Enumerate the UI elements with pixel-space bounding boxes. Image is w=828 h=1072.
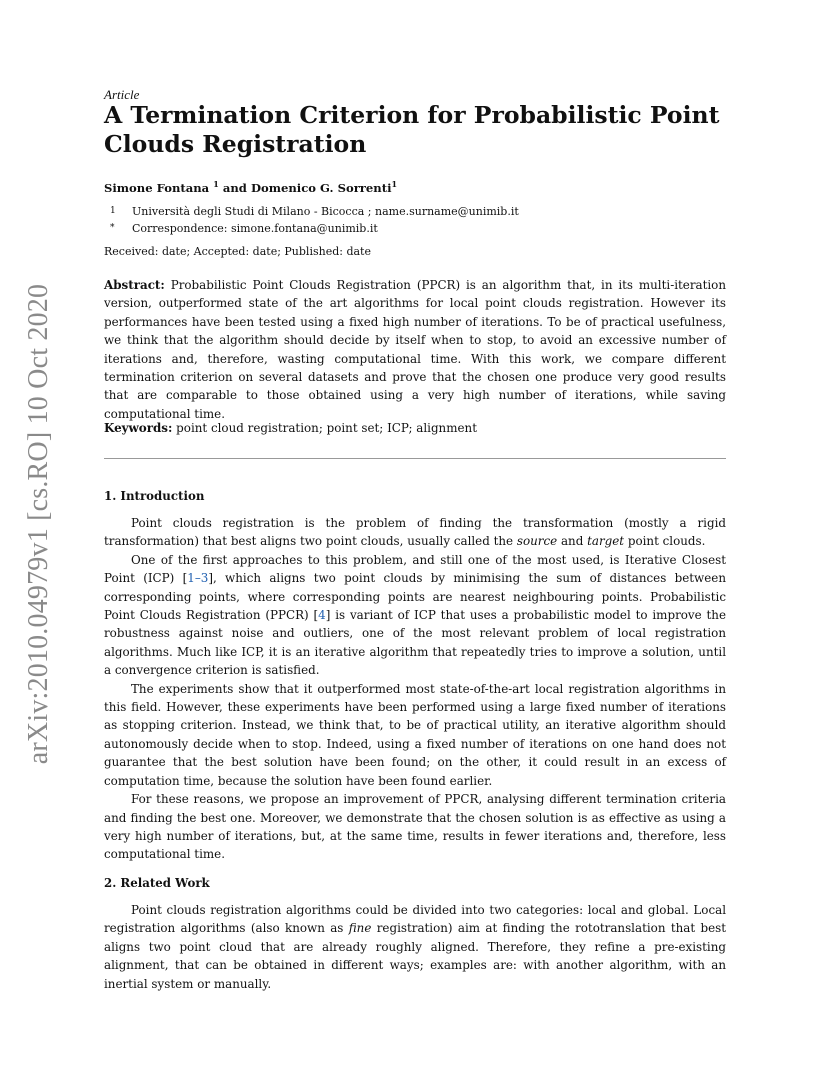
author-2-name: Domenico G. Sorrenti bbox=[250, 180, 392, 195]
text-run: One of the first approaches to this problem, and still one of the most used, is Iterative Closest Point (ICP) [ bbox=[104, 552, 726, 586]
text-run: point clouds. bbox=[624, 534, 706, 549]
affiliation-text: Università degli Studi di Milano - Bicocca ; name.surname@unimib.it bbox=[132, 205, 519, 218]
related-paragraph-1 bbox=[104, 901, 726, 993]
text-run: ], which aligns two point clouds by minimising the sum of distances between corresponding points, where corresponding points are nearest neighbouring points. Probabilistic Point Clouds Registration (PPCR) [ bbox=[104, 571, 726, 623]
affiliations-block bbox=[104, 203, 519, 237]
introduction-body bbox=[104, 514, 726, 864]
correspondence-mark: * bbox=[110, 223, 115, 233]
paper-title: A Termination Criterion for Probabilistic Point Clouds Registration bbox=[104, 101, 720, 158]
related-work-body bbox=[104, 901, 726, 993]
arxiv-identifier: arXiv:2010.04979v1 [cs.RO] 10 Oct 2020 bbox=[23, 283, 54, 764]
correspondence-text: Correspondence: simone.fontana@unimib.it bbox=[132, 222, 378, 235]
intro-paragraph-3: The experiments show that it outperformed most state-of-the-art local registration algorithms in this field. However, these experiments have been performed using a large fixed number of iterations as stopping criterion. Instead, we think that, to be of practical utility, an iterative algorithm should autonomously decide when to stop. Indeed, using a fixed number of iterations on one hand does not guarantee that the best solution have been found; on the other, it could result in an excess of computation time, because the solution have been found earlier. bbox=[104, 681, 726, 788]
keywords-label: Keywords: bbox=[104, 421, 173, 435]
abstract-label: Abstract: bbox=[104, 278, 165, 292]
section-heading-related-work: 2. Related Work bbox=[104, 876, 210, 890]
affiliation-line bbox=[104, 203, 519, 220]
text-run: ] is variant of ICP that uses a probabilistic model to improve the robustness against noise and outliers, one of the most relevant problem of local registration algorithms. Much like ICP, it is an iterative algorithm that repeatedly tries to improve a solution, until a convergence criterion is satisfied. bbox=[104, 608, 726, 678]
author-1-name: Simone Fontana bbox=[104, 180, 210, 195]
author-2-affil-mark: 1 bbox=[391, 179, 398, 189]
correspondence-line bbox=[104, 220, 519, 237]
affiliation-mark: 1 bbox=[110, 206, 116, 216]
author-conjunction: and bbox=[218, 180, 251, 195]
citation-link-1-3[interactable]: 1–3 bbox=[187, 571, 209, 586]
text-run: registration) aim at finding the rototranslation that best aligns two point cloud that are already roughly aligned. Therefore, they refine a pre-existing alignment, that can be obtained in different ways; examples are: with another algorithm, with an inertial system or manually. bbox=[104, 921, 727, 991]
keywords-text: point cloud registration; point set; ICP; alignment bbox=[176, 421, 477, 435]
author-1-affil-mark: 1 bbox=[213, 179, 219, 189]
text-run: Point clouds registration is the problem of finding the transformation (mostly a rigid transformation) that best aligns two point clouds, usually called the bbox=[104, 516, 726, 549]
arxiv-sidebar-stamp bbox=[20, 283, 58, 764]
header-divider bbox=[104, 458, 726, 459]
abstract-text: Probabilistic Point Clouds Registration (PPCR) is an algorithm that, in its multi-iteration version, outperformed state of the art algorithms for local point clouds registration. However its performances have been tested using a fixed high number of iterations. To be of practical usefulness, we think that the algorithm should decide by itself when to stop, to avoid an excessive number of iterations and, therefore, wasting computational time. With this work, we compare different termination criterion on several datasets and prove that the chosen one produce very good results that are comparable to those obtained using a very high number of iterations, while saving computational time. bbox=[104, 278, 727, 421]
author-line bbox=[104, 179, 397, 195]
text-run: Point clouds registration algorithms could be divided into two categories: local and global. Local registration algorithms (also known as bbox=[104, 903, 726, 936]
section-heading-introduction: 1. Introduction bbox=[104, 489, 205, 503]
abstract bbox=[104, 276, 726, 423]
citation-link-4[interactable]: 4 bbox=[318, 608, 326, 623]
intro-paragraph-1 bbox=[104, 514, 726, 551]
italic-term-target: target bbox=[587, 534, 625, 549]
publication-dates: Received: date; Accepted: date; Published: date bbox=[104, 245, 371, 258]
italic-term-fine: fine bbox=[348, 921, 372, 936]
intro-paragraph-2 bbox=[104, 551, 726, 680]
article-type-label: Article bbox=[104, 87, 140, 102]
italic-term-source: source bbox=[516, 534, 558, 549]
intro-paragraph-4: For these reasons, we propose an improvement of PPCR, analysing different termination criteria and finding the best one. Moreover, we demonstrate that the chosen solution is as effective as using a very high number of iterations, but, at the same time, results in fewer iterations and, therefore, less computational time. bbox=[104, 792, 726, 862]
keywords bbox=[104, 421, 477, 435]
text-run: and bbox=[557, 534, 588, 549]
